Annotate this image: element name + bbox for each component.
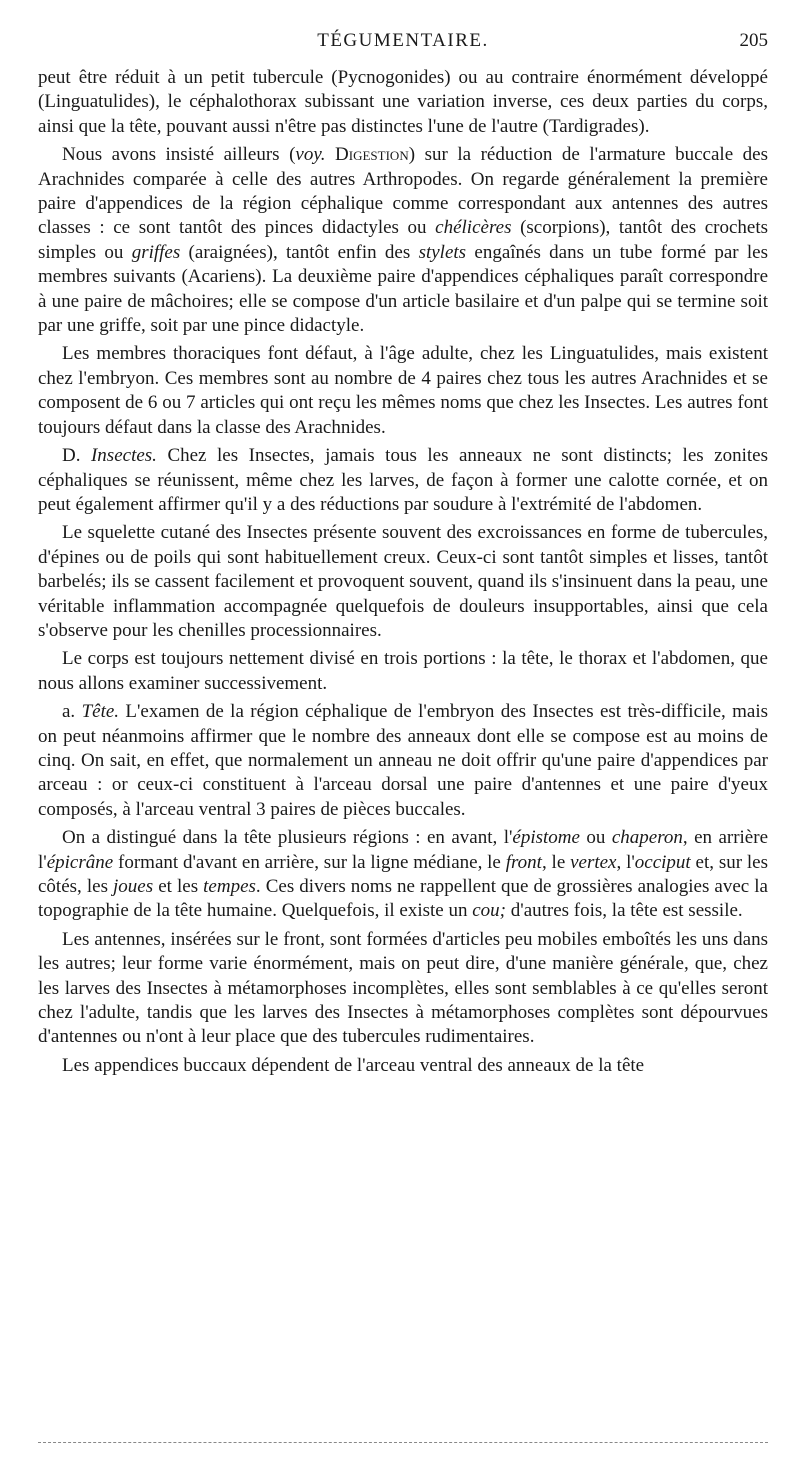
italic-term: vertex [570,851,617,873]
paragraph-text: Les appendices buccaux dépendent de l'arceau ventral des anneaux de la tête [62,1054,645,1076]
paragraph-arachnides-mouthparts [38,143,768,338]
paragraph-text: Les antennes, insérées sur le front, sont formées d'articles peu mobiles emboîtés les uns dans les autres; leur forme varie énormément, mais on peut dire, d'une manière générale, que, chez les larves des Insectes à métamorphoses incomplètes, elles sont semblables à ce qu'elles seront chez l'adulte, tandis que les larves des Insectes à métamorphoses complètes sont dépourvues d'antennes ou n'ont à leur place que des tubercules rudimentaires. [38,928,768,1048]
paragraph-head-regions [38,826,768,924]
text-run: L'examen de la région céphalique de l'embryon des Insectes est très-difficile, mais on peut néanmoins affirmer que le nombre des anneaux dont elle se compose est au moins de cinq. On sait, en effet, que normalement un anneau ne doit offrir qu'une paire d'appendices par arceau : or ceux-ci constituent à l'arceau dorsal une paire d'antennes et une paire d'yeux composés, à l'arceau ventral 3 paires de pièces buccales. [38,701,769,820]
text-run: ou [579,827,612,849]
paragraph-mouth-appendages [38,1054,768,1078]
italic-term: occiput [634,851,691,873]
paragraph-text: Le squelette cutané des Insectes présente souvent des excroissances en forme de tubercules, d'épines ou de poils qui sont habituellement creux. Ceux-ci sont tantôt simples et lisses, tantôt barbelés; ils se cassent facilement et provoquent souvent, quand ils s'insinuent dans la peau, une véritable inflammation accompagnée quelquefois de douleurs insupportables, ainsi que cela s'observe pour les chenilles processionnaires. [38,522,768,641]
section-letter: a. [62,701,82,723]
italic-term: tempes [203,876,256,897]
italic-term: cou; [472,900,507,922]
paragraph-body-division [38,647,768,696]
paragraph-continuation [38,66,768,139]
text-run: et les [153,876,204,897]
section-heading: Tête. [81,701,120,723]
text-run: engaînés dans un tube formé par les membres suivants (Acariens). La deuxième paire d'appendices céphaliques paraît correspondre à une paire de mâchoires; elle se compose d'un article basilaire et d'un palpe qui se termine soit par une griffe, soit par une pince didactyle. [38,241,768,337]
paragraph-text: Les membres thoraciques font défaut, à l'âge adulte, chez les Linguatulides, mais existent chez l'embryon. Ces membres sont au nombre de 4 paires chez tous les autres Arachnides et se composent de 6 ou 7 articles qui ont reçu les mêmes noms que chez les Insectes. Les autres font toujours défaut dans la classe des Arachnides. [38,343,768,438]
italic-term: joues [113,876,154,897]
paragraph-text: Le corps est toujours nettement divisé en trois portions : la tête, le thorax et l'abdomen, que nous allons examiner successivement. [38,648,768,694]
paragraph-insectes [38,444,768,517]
paragraph-tete [38,700,768,822]
text-run: . Ces divers noms ne rappellent que de grossières analogies avec la topographie de la tête humaine. Quelquefois, il existe un [38,876,768,922]
section-heading: Insectes. [90,445,157,467]
italic-term: épicrâne [46,851,114,873]
text-run: (scorpions), tantôt des crochets simples ou [38,217,768,263]
paragraph-cutaneous-skeleton [38,521,768,643]
text-run: formant d'avant en arrière, sur la ligne médiane, le [113,851,506,873]
text-run: , le [541,851,571,873]
text-run: d'autres fois, la tête est sessile. [506,900,743,922]
text-run: Nous avons insisté ailleurs ( [62,144,296,166]
italic-term: épistome [512,827,580,849]
cross-reference: Digestion [335,144,409,166]
text-run: , l' [616,851,635,873]
paragraph-text: peut être réduit à un petit tubercule (Pycnogonides) ou au contraire énormément développé (Linguatulides), le céphalothorax subissant une variation inverse, ces deux parties du corps, ainsi que la tête, pouvant aussi n'être pas distinctes l'une de l'autre (Tardigrades). [38,67,768,137]
text-run: (araignées), tantôt enfin des [180,241,419,263]
italic-term: chélicères [435,217,512,239]
running-title: TÉGUMENTAIRE. [317,30,489,51]
italic-term: chaperon [611,827,683,849]
text-run: et, sur les côtés, les [38,851,769,897]
page-number: 205 [739,30,768,51]
paragraph-antennae [38,928,768,1050]
section-letter: D. [62,445,91,467]
italic-term: front [505,851,542,873]
body-text [38,66,768,1082]
page-header [38,30,768,60]
italic-term: voy. [295,144,326,166]
italic-term: stylets [418,241,467,263]
bottom-divider [38,1442,768,1443]
text-run: On a distingué dans la tête plusieurs régions : en avant, l' [62,827,513,849]
text-run [326,144,336,165]
text-run: Chez les Insectes, jamais tous les anneaux ne sont distincts; les zonites céphaliques se réunissent, même chez les larves, de façon à former une calotte cornée, et on peut également affirmer qu'il y a des réductions par soudure à l'extrémité de l'abdomen. [38,445,768,515]
italic-term: griffes [131,241,181,263]
text-run: ) sur la réduction de l'armature buccale des Arachnides comparée à celle des autres Arthropodes. On regarde généralement la première paire d'appendices de la région céphalique comme correspondant aux antennes des autres classes : ce sont tantôt des pinces didactyles ou [38,144,768,239]
paragraph-thoracic-members [38,342,768,440]
text-run: , en arrière l' [38,827,769,873]
